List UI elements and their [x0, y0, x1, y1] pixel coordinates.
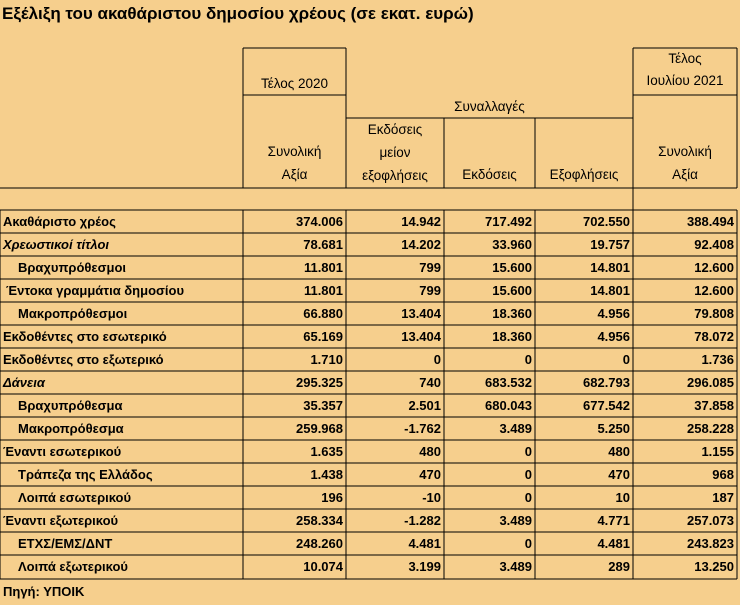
- row-value-c2: -10: [422, 490, 441, 505]
- table-title: Εξέλιξη του ακαθάριστου δημοσίου χρέους (σε εκατ. ευρώ): [2, 4, 474, 23]
- row-value-c3: 0: [524, 467, 532, 482]
- header-end-july-2021: [633, 48, 737, 92]
- row-value-c3: 3.489: [499, 421, 532, 436]
- row-value-c2: 799: [419, 260, 441, 275]
- row-value-c1: 11.801: [303, 283, 343, 298]
- row-label: Μακροπρόθεσμοι: [18, 306, 128, 321]
- row-value-c1: 1.438: [310, 467, 343, 482]
- row-value-c2: 3.199: [408, 559, 441, 574]
- row-value-c4: 470: [608, 467, 630, 482]
- header-end-july-2021-line1: Τέλος: [668, 51, 702, 66]
- row-value-c5: 257.073: [687, 513, 734, 528]
- row-value-c4: 14.801: [590, 260, 630, 275]
- row-value-c2: 470: [419, 467, 441, 482]
- row-value-c2: 14.202: [401, 237, 441, 252]
- row-value-c1: 11.801: [303, 260, 343, 275]
- header-total-value-2020-line1: Συνολική: [267, 144, 322, 159]
- source-note: Πηγή: ΥΠΟΙΚ: [3, 584, 85, 599]
- row-value-c3: 0: [524, 444, 532, 459]
- row-label: Έναντι εξωτερικού: [3, 513, 119, 528]
- row-value-c5: 37.858: [694, 398, 734, 413]
- header-end-july-2021-line2: Ιουλίου 2021: [646, 73, 724, 88]
- row-value-c1: 10.074: [303, 559, 343, 574]
- header-total-value-2021: [633, 140, 737, 186]
- header-repayments: [535, 163, 633, 186]
- header-issues: [444, 163, 535, 186]
- row-value-c4: 677.542: [583, 398, 630, 413]
- row-value-c2: 13.404: [401, 306, 441, 321]
- row-label: Εκδοθέντες στο εξωτερικό: [3, 352, 164, 367]
- header-transactions: [346, 95, 633, 118]
- row-label: Χρεωστικοί τίτλοι: [3, 237, 110, 252]
- header-total-value-2021-line1: Συνολική: [658, 144, 712, 159]
- row-label: Βραχυπρόθεσμα: [18, 398, 123, 413]
- row-value-c1: 66.880: [303, 306, 343, 321]
- row-label: Μακροπρόθεσμα: [18, 421, 124, 436]
- row-value-c4: 702.550: [583, 214, 630, 229]
- row-value-c2: 14.942: [401, 214, 441, 229]
- row-value-c5: 12.600: [694, 283, 734, 298]
- row-label: Δάνεια: [3, 375, 45, 390]
- header-repayments-text: Εξοφλήσεις: [549, 167, 619, 182]
- row-value-c1: 65.169: [303, 329, 343, 344]
- row-value-c5: 1.155: [701, 444, 734, 459]
- row-value-c1: 78.681: [303, 237, 343, 252]
- row-value-c5: 187: [712, 490, 734, 505]
- row-label: Ακαθάριστο χρέος: [3, 214, 116, 229]
- row-value-c2: -1.282: [404, 513, 441, 528]
- row-value-c1: 1.710: [310, 352, 343, 367]
- row-value-c1: 258.334: [296, 513, 343, 528]
- header-net-issues-line3: εξοφλήσεις: [362, 168, 428, 183]
- row-label: Λοιπά εσωτερικού: [18, 490, 132, 505]
- header-net-issues-line2: μείον: [379, 145, 411, 160]
- row-value-c3: 3.489: [499, 559, 532, 574]
- row-value-c4: 480: [608, 444, 630, 459]
- row-value-c5: 78.072: [694, 329, 734, 344]
- row-value-c1: 35.357: [303, 398, 343, 413]
- row-label: Έντοκα γραμμάτια δημοσίου: [6, 283, 185, 298]
- row-value-c2: 0: [433, 352, 441, 367]
- row-value-c4: 682.793: [583, 375, 630, 390]
- header-total-value-2021-line2: Αξία: [672, 167, 698, 182]
- row-value-c5: 13.250: [694, 559, 734, 574]
- row-value-c3: 15.600: [492, 260, 532, 275]
- row-value-c1: 196: [321, 490, 343, 505]
- row-value-c5: 12.600: [694, 260, 734, 275]
- row-label: Τράπεζα της Ελλάδος: [18, 467, 153, 482]
- row-value-c5: 92.408: [694, 237, 734, 252]
- row-value-c3: 0: [524, 352, 532, 367]
- row-label: Βραχυπρόθεσμοι: [18, 260, 127, 275]
- row-value-c3: 0: [524, 536, 532, 551]
- row-label: Έναντι εσωτερικού: [3, 444, 122, 459]
- row-value-c4: 289: [608, 559, 630, 574]
- row-value-c5: 1.736: [701, 352, 734, 367]
- row-label: Εκδοθέντες στο εσωτερικό: [3, 329, 167, 344]
- row-value-c4: 19.757: [590, 237, 630, 252]
- header-net-issues-line1: Εκδόσεις: [367, 122, 423, 137]
- header-issues-text: Εκδόσεις: [462, 167, 517, 182]
- header-end-2020: [243, 72, 346, 95]
- row-value-c3: 3.489: [499, 513, 532, 528]
- header-total-value-2020: [243, 140, 346, 186]
- row-value-c4: 10: [615, 490, 630, 505]
- row-value-c1: 248.260: [296, 536, 343, 551]
- row-value-c4: 5.250: [597, 421, 630, 436]
- row-value-c1: 295.325: [296, 375, 343, 390]
- row-value-c3: 18.360: [492, 306, 532, 321]
- row-value-c4: 4.956: [597, 306, 630, 321]
- header-net-issues: [346, 118, 444, 187]
- row-value-c2: 13.404: [401, 329, 441, 344]
- row-value-c5: 79.808: [694, 306, 734, 321]
- row-value-c2: 740: [419, 375, 441, 390]
- header-total-value-2020-line2: Αξία: [281, 167, 308, 182]
- row-label: ΕΤΧΣ/ΕΜΣ/ΔΝΤ: [18, 536, 113, 551]
- row-value-c5: 258.228: [687, 421, 734, 436]
- row-value-c3: 683.532: [485, 375, 532, 390]
- row-value-c5: 243.823: [687, 536, 734, 551]
- row-value-c2: 480: [419, 444, 441, 459]
- row-value-c1: 1.635: [310, 444, 343, 459]
- row-value-c3: 33.960: [492, 237, 532, 252]
- row-value-c2: 2.501: [408, 398, 441, 413]
- row-value-c4: 14.801: [590, 283, 630, 298]
- row-value-c3: 15.600: [492, 283, 532, 298]
- row-value-c1: 259.968: [296, 421, 343, 436]
- row-value-c5: 296.085: [687, 375, 734, 390]
- row-value-c4: 4.956: [597, 329, 630, 344]
- row-value-c4: 4.771: [597, 513, 630, 528]
- row-value-c2: 4.481: [408, 536, 441, 551]
- row-value-c1: 374.006: [296, 214, 343, 229]
- row-value-c5: 968: [712, 467, 734, 482]
- row-value-c4: 4.481: [597, 536, 630, 551]
- row-value-c3: 0: [524, 490, 532, 505]
- row-value-c3: 18.360: [492, 329, 532, 344]
- row-value-c2: 799: [419, 283, 441, 298]
- row-value-c4: 0: [622, 352, 630, 367]
- header-transactions-text: Συναλλαγές: [454, 99, 525, 114]
- row-value-c3: 717.492: [485, 214, 532, 229]
- header-end-2020-text: Τέλος 2020: [260, 76, 329, 91]
- row-value-c3: 680.043: [485, 398, 532, 413]
- row-label: Λοιπά εξωτερικού: [18, 559, 128, 574]
- row-value-c5: 388.494: [687, 214, 734, 229]
- row-value-c2: -1.762: [404, 421, 441, 436]
